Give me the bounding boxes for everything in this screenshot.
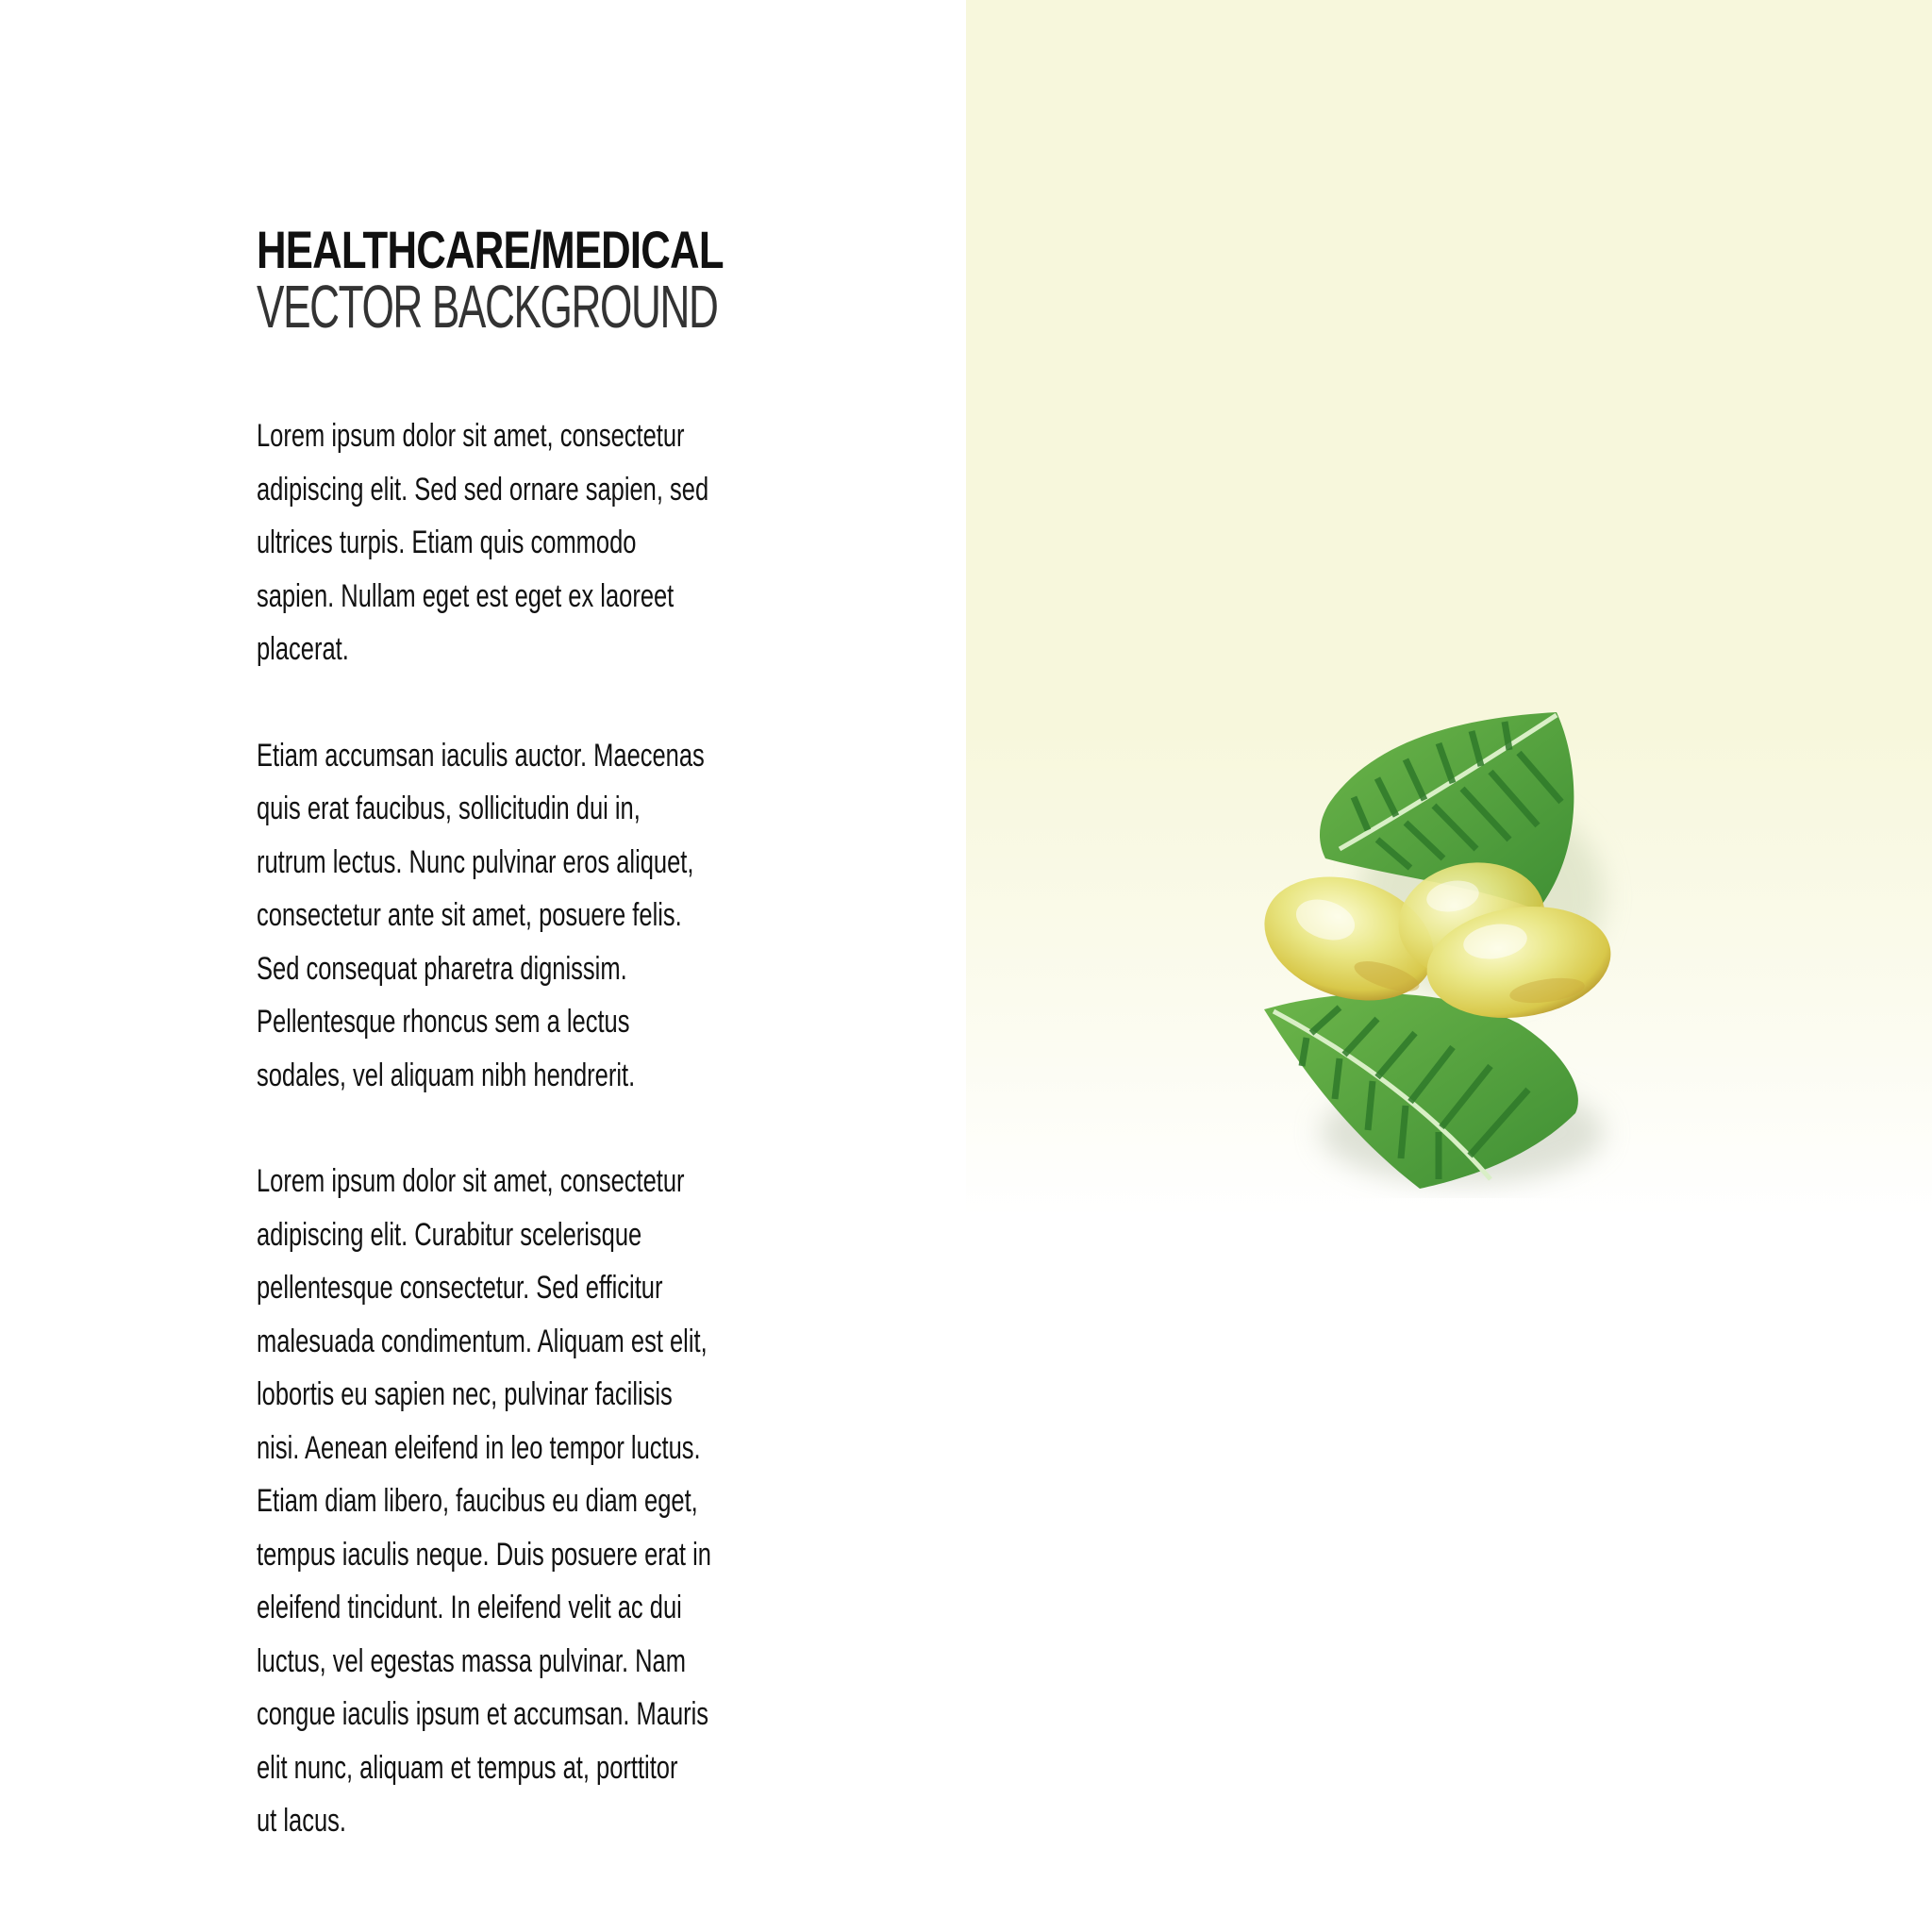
text-line: luctus, vel egestas massa pulvinar. Nam [257,1642,686,1679]
page-title [257,220,728,341]
text-line: ut lacus. [257,1803,346,1839]
title-line-1: HEALTHCARE/MEDICAL [257,220,724,279]
text-line: nisi. Aenean eleifend in leo tempor luctus. [257,1429,701,1466]
paragraph-2 [257,729,709,1103]
text-line: malesuada condimentum. Aliquam est elit, [257,1323,708,1359]
text-line: Pellentesque rhoncus sem a lectus [257,1004,630,1040]
text-line: placerat. [257,631,349,667]
text-line: elit nunc, aliquam et tempus at, porttitor [257,1749,678,1786]
paragraph-1 [257,409,709,676]
title-line-2: VECTOR BACKGROUND [257,273,718,341]
text-line: Etiam accumsan iaculis auctor. Maecenas [257,737,705,774]
text-line: eleifend tincidunt. In eleifend velit ac dui [257,1590,682,1625]
text-line: adipiscing elit. Sed sed ornare sapien, sed [257,471,709,508]
text-line: Etiam diam libero, faucibus eu diam eget, [257,1483,698,1519]
text-line: pellentesque consectetur. Sed efficitur [257,1270,663,1306]
text-column [257,220,728,1839]
text-line: rutrum lectus. Nunc pulvinar eros aliquet, [257,843,694,880]
text-line: congue iaculis ipsum et accumsan. Mauris [257,1696,709,1732]
text-line: quis erat faucibus, sollicitudin dui in, [257,791,641,826]
text-line: consectetur ante sit amet, posuere felis. [257,897,682,933]
leaves-and-capsules-icon [1245,708,1660,1198]
text-line: adipiscing elit. Curabitur scelerisque [257,1216,642,1253]
text-line: sodales, vel aliquam nibh hendrerit. [257,1057,636,1093]
paragraph-3 [257,1155,709,1848]
text-line: sapien. Nullam eget est eget ex laoreet [257,577,675,614]
text-line: Lorem ipsum dolor sit amet, consectetur [257,418,685,454]
text-line: lobortis eu sapien nec, pulvinar facilisis [257,1376,673,1412]
text-line: Sed consequat pharetra dignissim. [257,950,627,987]
text-line: Lorem ipsum dolor sit amet, consectetur [257,1163,685,1199]
body-text [257,409,728,1901]
text-line: ultrices turpis. Etiam quis commodo [257,525,637,560]
text-line: tempus iaculis neque. Duis posuere erat in [257,1536,711,1573]
